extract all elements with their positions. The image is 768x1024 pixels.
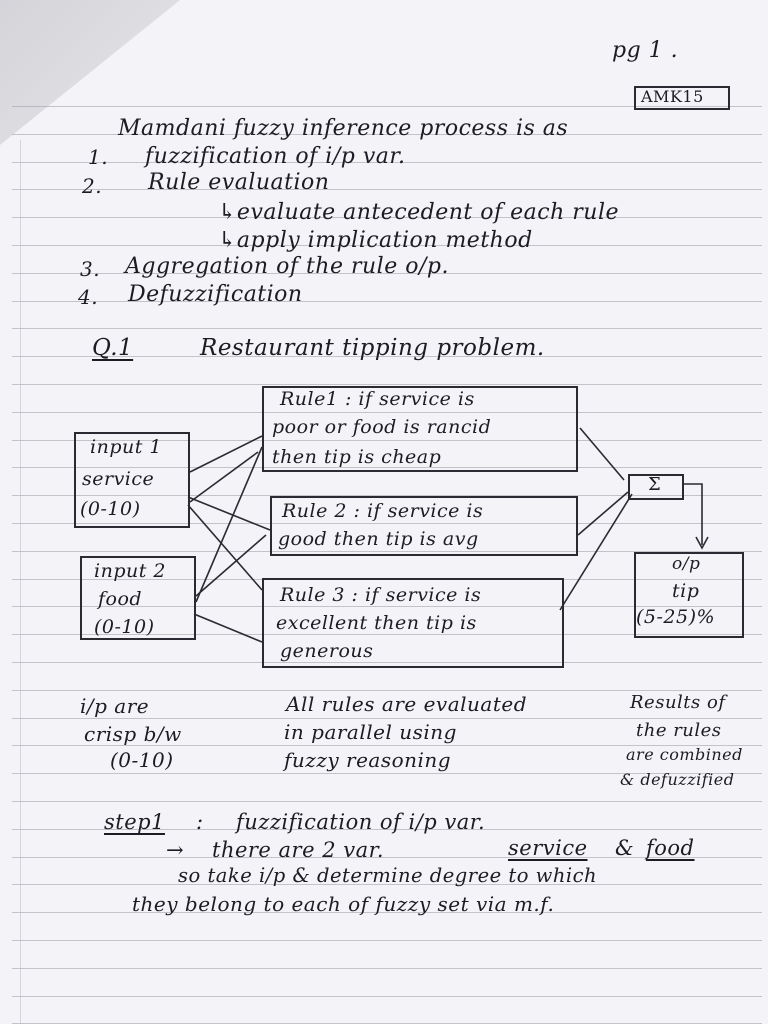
caption-right-line: & defuzzified [620,770,735,789]
rule-1-line: poor or food is rancid [272,416,492,438]
output-line: tip [672,580,700,602]
caption-middle-line: fuzzy reasoning [284,748,452,772]
input-2-line: food [98,588,143,610]
step1-line2: so take i/p & determine degree to which [178,864,598,887]
step-number: 1. [88,145,109,169]
rule-3-line: excellent then tip is [276,612,477,634]
caption-left-line: (0-10) [110,748,174,772]
caption-right-line: are combined [626,745,743,764]
page-number: pg 1 . [612,38,679,63]
rule-1-line: then tip is cheap [272,446,442,468]
caption-middle-line: All rules are evaluated [286,692,528,716]
step-text: Rule evaluation [148,170,330,195]
input-2-line: (0-10) [94,616,155,638]
step-number: 2. [82,174,103,198]
output-line: (5-25)% [636,606,716,628]
rule-2-line: good then tip is avg [278,528,479,550]
step1-var2: food [646,836,695,860]
substep-text: ↳apply implication method [218,228,533,253]
step-number: 3. [80,257,101,281]
input-2-line: input 2 [94,560,166,582]
step1-colon: : [196,810,204,834]
rule-2-line: Rule 2 : if service is [282,500,484,522]
input-1-line: service [82,468,155,490]
sigma-icon: Σ [648,474,662,495]
right-arrow-icon: → [166,838,185,862]
substep-text: ↳evaluate antecedent of each rule [218,200,620,225]
caption-middle-line: in parallel using [284,720,457,744]
step-text: Aggregation of the rule o/p. [125,254,449,279]
rule-3-line: generous [280,640,374,662]
step1-var1: service [508,836,588,860]
rule-3-line: Rule 3 : if service is [280,584,482,606]
step1-amp: & [615,836,635,860]
question-title: Restaurant tipping problem. [200,335,545,361]
caption-left-line: crisp b/w [84,722,182,746]
rule-1-line: Rule1 : if service is [280,388,475,410]
question-label: Q.1 [92,335,134,361]
reference-tag: AMK15 [641,87,704,106]
step1-title: fuzzification of i/p var. [236,810,486,834]
input-1-line: input 1 [90,436,162,458]
step-text: fuzzification of i/p var. [145,144,406,169]
step1-label: step1 [104,810,165,834]
caption-right-line: the rules [636,720,722,741]
step1-line3: they belong to each of fuzzy set via m.f. [132,892,555,916]
input-1-line: (0-10) [80,498,141,520]
caption-right-line: Results of [630,692,726,713]
caption-left-line: i/p are [80,694,150,718]
output-line: o/p [672,554,701,574]
step-number: 4. [78,285,99,309]
intro-heading: Mamdani fuzzy inference process is as [118,116,569,141]
step-text: Defuzzification [128,282,303,307]
step1-line1: there are 2 var. [212,838,385,862]
